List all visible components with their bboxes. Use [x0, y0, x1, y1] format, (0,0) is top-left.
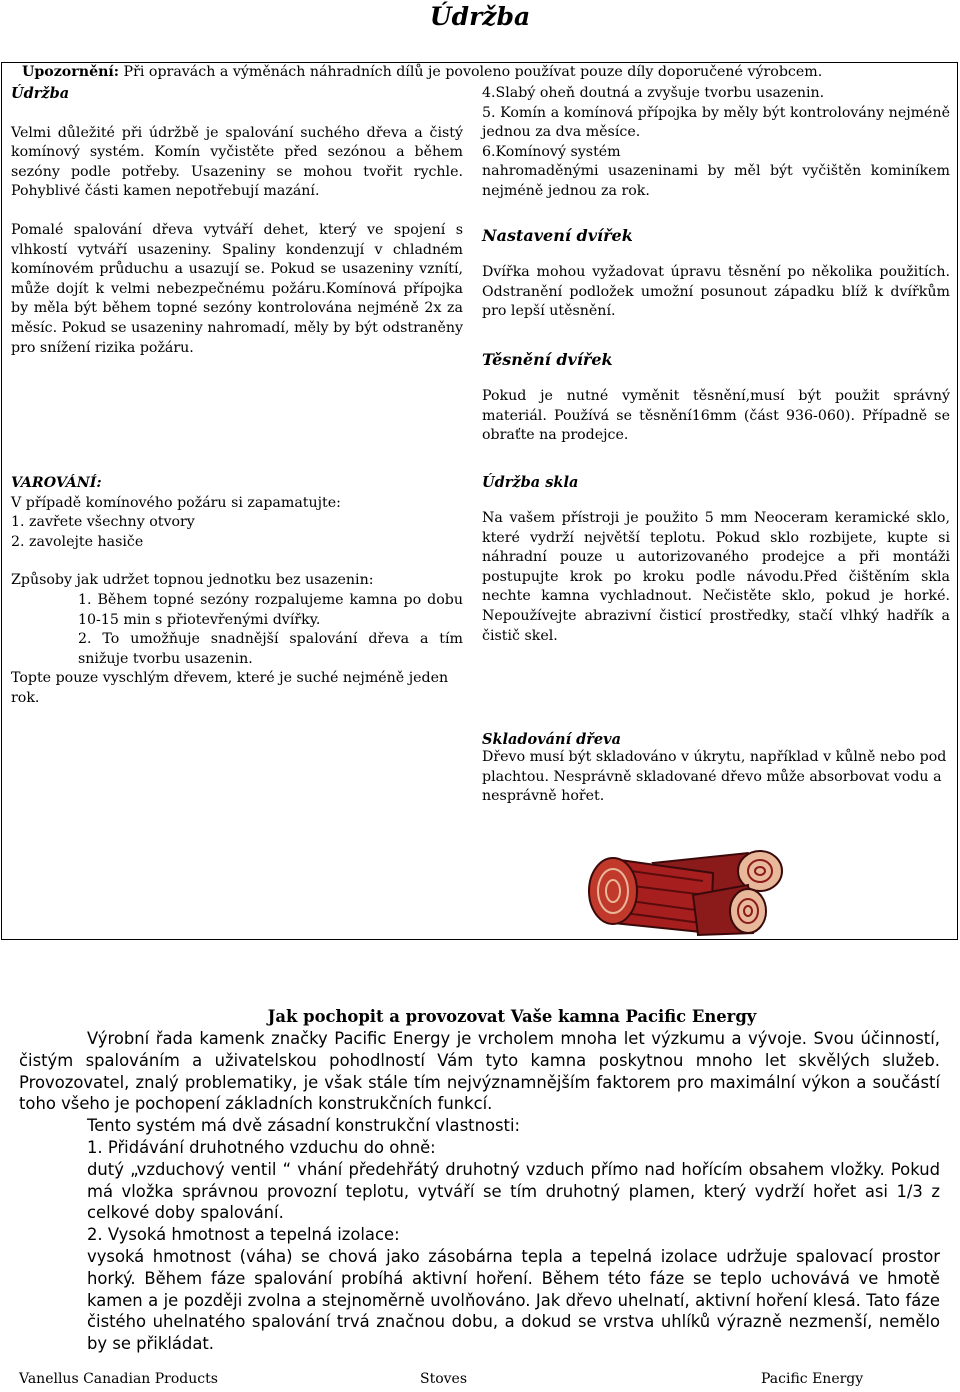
ways-intro: Způsoby jak udržet topnou jednotku bez usazenin: [11, 572, 374, 589]
warning-text: Při opravách a výměnách náhradních dílů je povoleno používat pouze díly doporučené výrobcem. [119, 64, 823, 80]
door-section [482, 226, 950, 322]
bottom-paragraph-2: Tento systém má dvě zásadní konstrukční vlastnosti: [87, 1116, 521, 1136]
feature-2-title: 2. Vysoká hmotnost a tepelná izolace: [87, 1225, 400, 1245]
seal-section [482, 350, 950, 446]
seal-text: Pokud je nutné vyměnit těsnění,musí být použit správný materiál. Používá se těsnění16mm (část 936-060). Případně se obraťte na prodejce. [482, 388, 950, 444]
feature-2-text: vysoká hmotnost (váha) se chová jako zásobárna tepla a tepelná izolace udržuje spalovací prostor horký. Během fáze spalování probíhá aktivní hoření. Během této fáze se teplo uchovává ve hmotě kamen a je později zvolna a stejnoměrně uvolňováno. Jak dřevo uhelnatí, aktivní hoření klesá. Tato fáze čistého uhelnatého spalování trvá značnou dobu, a dokud se vrstva uhlíků výrazně nezmenší, nemělo by se přikládat. [87, 1246, 940, 1354]
way-2: 2. To umožňuje snadnější spalování dřeva a tím snižuje tvorbu usazenin. [78, 631, 463, 667]
wood-heading: Skladování dřeva [482, 731, 621, 748]
warning-label: Upozornění: [22, 64, 120, 80]
glass-text: Na vašem přístroji je použito 5 mm Neoceram keramické sklo, které vydrží největší teplotu. Pokud sklo rozbijete, kupte si náhradní pouze u autorizovaného prodejce a při montáži postupujte krok po kroku podle návodu.Před čištěním skla nechte kamna vychladnout. Nečistěte sklo, pokud je horké. Nepoužívejte abrazivní čisticí prostředky, stačí vlhký hadřík a čistič skel. [482, 510, 950, 644]
firewood-logs-illustration [583, 845, 787, 937]
bottom-body [19, 1028, 940, 1355]
bottom-paragraph-1: Výrobní řada kamenk značky Pacific Energy je vrcholem mnoha let výzkumu a vývoje. Svou účinností, čistým spalováním a uživatelskou pohodlností Vám tyto kamna poskytnou mnoho let skvělých služeb. Provozovatel, znalý problematiky, je však stále tím nejvýznamnějším faktorem pro maximální výkon a součástí toho všeho je pochopení základních konstrukčních funkcí. [19, 1029, 940, 1114]
feature-1-title: 1. Přidávání druhotného vzduchu do ohně: [87, 1137, 436, 1157]
item-4: 4.Slabý oheň doutná a zvyšuje tvorbu usazenin. [482, 85, 825, 101]
left-column [11, 84, 463, 358]
wood-section [482, 731, 950, 807]
footer-left: Vanellus Canadian Products [19, 1371, 218, 1387]
seal-heading: Těsnění dvířek [482, 350, 613, 369]
bottom-heading: Jak pochopit a provozovat Vaše kamna Pacific Energy [267, 1007, 757, 1026]
left-heading: Údržba [11, 85, 70, 102]
warning-heading: VAROVÁNÍ: [11, 475, 102, 491]
glass-heading: Údržba skla [482, 474, 579, 491]
footer-center: Stoves [420, 1371, 468, 1387]
warning-section [11, 474, 463, 709]
wood-text: Dřevo musí být skladováno v úkrytu, například v kůlně nebo pod plachtou. Nesprávně skladované dřevo může absorbovat vodu a nesprávně hořet. [482, 749, 947, 805]
door-heading: Nastavení dvířek [482, 226, 633, 245]
left-paragraph-1: Velmi důležité při údržbě je spalování suchého dřeva a čistý komínový systém. Komín vyčistěte před sezónou a během sezóny podle potřeby. Usazeniny se mohou tvořit rychle. Pohyblivé části kamen nepotřebují mazání. [11, 124, 463, 200]
item-5: 5. Komín a komínová přípojka by měly být kontrolovány nejméně jednou za dva měsíce. [482, 104, 950, 141]
warning-step-1: 1. zavřete všechny otvory [11, 514, 195, 531]
page-title: Údržba [429, 2, 531, 31]
glass-section [482, 474, 950, 646]
warning-intro: V případě komínového požáru si zapamatujte: [11, 494, 341, 511]
right-column [482, 84, 950, 202]
closing-note: Topte pouze vyschlým dřevem, které je suché nejméně jeden rok. [11, 670, 449, 706]
warning-step-2: 2. zavolejte hasiče [11, 533, 144, 550]
log-front-right [693, 885, 766, 935]
warning-notice [22, 64, 822, 80]
item-6-title: 6.Komínový systém [482, 143, 621, 160]
left-paragraph-2: Pomalé spalování dřeva vytváří dehet, který ve spojení s vlhkostí vytváří usazeniny. Spaliny kondenzují v chladném komínovém průduchu a usazují se. Pokud se usazeniny vznítí, může dojít k velmi nebezpečnému požáru.Komínová přípojka by měla být během topné sezóny kontrolována nejméně 2x za měsíc. Pokud se usazeniny nahromadí, měly by být odstraněny pro snížení rizika požáru. [11, 221, 463, 356]
item-6-text: nahromaděnými usazeninami by měl být vyčištěn kominíkem nejméně jednou za rok. [482, 163, 950, 199]
way-1: 1. Během topné sezóny rozpalujeme kamna po dobu 10-15 min s přiotevřenými dvířky. [78, 591, 463, 628]
feature-1-text: dutý „vzduchový ventil “ vhání předehřátý druhotný vzduch přímo nad hořícím obsahem vložky. Pokud má vložka správnou provozní teplotu, vytváří se tím druhotný plamen, který vydrží hořet asi 1/3 z celkové doby spalování. [87, 1159, 940, 1223]
footer-right: Pacific Energy [761, 1371, 864, 1387]
door-text: Dvířka mohou vyžadovat úpravu těsnění po několika použitích. Odstranění podložek umožní posunout západku blíž k dvířkům pro lepší utěsnění. [482, 264, 950, 320]
